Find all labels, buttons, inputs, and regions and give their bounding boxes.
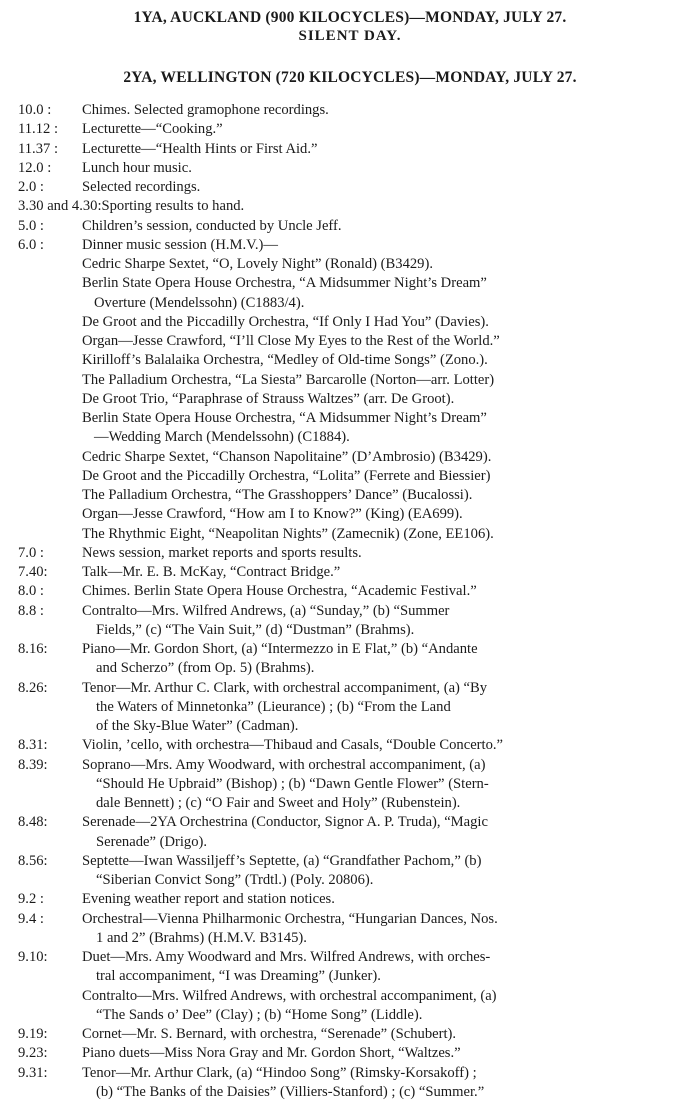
- dinner-item: Berlin State Opera House Orchestra, “A Midsummer Night’s Dream”: [82, 275, 487, 292]
- dinner-item: The Rhythmic Eight, “Neapolitan Nights” (Zamecnik) (Zone, EE106).: [82, 525, 494, 542]
- entry-time: 9.2 :: [18, 891, 44, 908]
- entry-time: 8.48:: [18, 814, 48, 831]
- entry-time: 9.23:: [18, 1045, 48, 1062]
- contralto-item: [18, 987, 694, 1026]
- daytime-entries: [18, 101, 694, 255]
- programme-entry: [18, 640, 694, 659]
- entry-time: 12.0 :: [18, 159, 52, 176]
- entry-text-continued: Fields,” (c) “The Vain Suit,” (d) “Dustman” (Brahms).: [96, 621, 415, 638]
- entry-text: Chimes. Selected gramophone recordings.: [82, 102, 329, 118]
- contralto-line: Contralto—Mrs. Wilfred Andrews, with orchestral accompaniment, (a): [82, 987, 497, 1004]
- programme-entry: [18, 217, 694, 236]
- entry-text: Piano—Mr. Gordon Short, (a) “Intermezzo in E Flat,” (b) “Andante: [82, 641, 478, 657]
- dinner-item: De Groot and the Piccadilly Orchestra, “Lolita” (Ferrete and Biessier): [82, 467, 491, 484]
- entry-text: Sporting results to hand.: [101, 198, 245, 215]
- programme-entry: [18, 159, 694, 178]
- programme-entry: [18, 1025, 694, 1044]
- entry-text: Lunch hour music.: [82, 159, 192, 176]
- entry-text: Children’s session, conducted by Uncle Jeff.: [82, 217, 342, 234]
- entry-text-continued: and Scherzo” (from Op. 5) (Brahms).: [96, 660, 315, 677]
- entry-text: Serenade—2YA Orchestrina (Conductor, Signor A. P. Truda), “Magic: [82, 814, 488, 831]
- programme-entry: [18, 756, 694, 775]
- entry-time: 9.4 :: [18, 910, 44, 927]
- entry-text: Talk—Mr. E. B. McKay, “Contract Bridge.”: [82, 564, 341, 580]
- evening-entries: [18, 544, 694, 987]
- entry-text-continued: dale Bennett) ; (c) “O Fair and Sweet and Holy” (Rubenstein).: [96, 795, 461, 811]
- programme-entry: [18, 890, 694, 909]
- late-entries: [18, 1025, 694, 1102]
- entry-text: Violin, ’cello, with orchestra—Thibaud and Casals, “Double Concerto.”: [82, 737, 504, 754]
- entry-text: Lecturette—“Cooking.”: [82, 121, 223, 138]
- entry-text-continued: of the Sky-Blue Water” (Cadman).: [96, 718, 299, 734]
- programme-entry: [18, 236, 694, 255]
- station-1ya-heading: 1YA, AUCKLAND (900 KILOCYCLES)—MONDAY, JULY 27.: [133, 9, 567, 26]
- dinner-item: Organ—Jesse Crawford, “I’ll Close My Eyes to the Rest of the World.”: [82, 333, 500, 349]
- entry-time: 6.0 :: [18, 236, 44, 253]
- entry-text: Tenor—Mr. Arthur Clark, (a) “Hindoo Song” (Rimsky-Korsakoff) ;: [82, 1064, 477, 1081]
- entry-time: 11.12 :: [18, 121, 58, 138]
- programme-entry: [18, 120, 694, 139]
- programme-entry: [18, 140, 694, 159]
- entry-time: 8.31:: [18, 737, 48, 754]
- entry-text: Selected recordings.: [82, 179, 201, 195]
- dinner-music-list: [18, 255, 694, 544]
- dinner-item: Cedric Sharpe Sextet, “O, Lovely Night” (Ronald) (B3429).: [82, 256, 433, 272]
- programme-entry: [18, 582, 694, 601]
- entry-text: News session, market reports and sports results.: [82, 544, 362, 561]
- entry-text: Orchestral—Vienna Philharmonic Orchestra, “Hungarian Dances, Nos.: [82, 910, 498, 927]
- entry-text: Septette—Iwan Wassiljeff’s Septette, (a) “Grandfather Pachom,” (b): [82, 852, 482, 869]
- entry-text: Contralto—Mrs. Wilfred Andrews, (a) “Sunday,” (b) “Summer: [82, 602, 450, 619]
- entry-time: 8.39:: [18, 756, 48, 773]
- entry-text: Duet—Mrs. Amy Woodward and Mrs. Wilfred Andrews, with orches-: [82, 949, 491, 965]
- entry-text-continued: the Waters of Minnetonka” (Lieurance) ; (b) “From the Land: [96, 698, 451, 715]
- programme-entry: [18, 1044, 694, 1063]
- programme-entry: [18, 1064, 694, 1083]
- entry-text-continued: (b) “The Banks of the Daisies” (Villiers-Stanford) ; (c) “Summer.”: [96, 1083, 485, 1100]
- entry-text: Tenor—Mr. Arthur C. Clark, with orchestral accompaniment, (a) “By: [82, 679, 488, 696]
- programme-entry: [18, 948, 694, 967]
- silent-day-notice: SILENT DAY.: [298, 28, 402, 44]
- entry-time: 10.0 :: [18, 102, 52, 118]
- dinner-item: De Groot and the Piccadilly Orchestra, “If Only I Had You” (Davies).: [82, 313, 489, 330]
- entry-time: 8.0 :: [18, 583, 44, 600]
- entry-text: Chimes. Berlin State Opera House Orchestra, “Academic Festival.”: [82, 583, 477, 600]
- entry-text: Soprano—Mrs. Amy Woodward, with orchestral accompaniment, (a): [82, 756, 486, 773]
- entry-text: Lecturette—“Health Hints or First Aid.”: [82, 140, 318, 157]
- programme-entry: [18, 101, 694, 120]
- entry-text-continued: tral accompaniment, “I was Dreaming” (Junker).: [96, 968, 381, 985]
- entry-text: Dinner music session (H.M.V.)—: [82, 236, 278, 253]
- dinner-item: Berlin State Opera House Orchestra, “A Midsummer Night’s Dream”: [82, 410, 487, 426]
- programme-entry: [18, 679, 694, 698]
- dinner-item: The Palladium Orchestra, “La Siesta” Barcarolle (Norton—arr. Lotter): [82, 371, 495, 388]
- station-2ya-heading: 2YA, WELLINGTON (720 KILOCYCLES)—MONDAY, JULY 27.: [123, 69, 577, 86]
- dinner-item: The Palladium Orchestra, “The Grasshoppers’ Dance” (Bucalossi).: [82, 487, 473, 503]
- entry-time: 9.10:: [18, 949, 48, 965]
- entry-text-continued: Serenade” (Drigo).: [96, 833, 208, 850]
- programme-entry: [18, 563, 694, 582]
- entry-time: 7.40:: [18, 564, 48, 580]
- entry-time: 8.56:: [18, 852, 48, 869]
- dinner-item: De Groot Trio, “Paraphrase of Strauss Waltzes” (arr. De Groot).: [82, 390, 455, 407]
- dinner-item: Cedric Sharpe Sextet, “Chanson Napolitaine” (D’Ambrosio) (B3429).: [82, 448, 492, 465]
- entry-text: Cornet—Mr. S. Bernard, with orchestra, “Serenade” (Schubert).: [82, 1026, 457, 1042]
- programme-entry: [18, 736, 694, 755]
- entry-time: 8.26:: [18, 679, 48, 696]
- entry-time: 3.30 and 4.30:: [18, 198, 102, 215]
- contralto-line-continued: “The Sands o’ Dee” (Clay) ; (b) “Home Song” (Liddle).: [96, 1006, 423, 1023]
- entry-time: 7.0 :: [18, 544, 44, 561]
- programme-entry: [18, 910, 694, 929]
- entry-time: 8.8 :: [18, 602, 44, 619]
- dinner-item-continued: Overture (Mendelssohn) (C1883/4).: [94, 294, 305, 311]
- entry-text-continued: “Should He Upbraid” (Bishop) ; (b) “Dawn Gentle Flower” (Stern-: [96, 775, 489, 792]
- dinner-item: Organ—Jesse Crawford, “How am I to Know?” (King) (EA699).: [82, 506, 463, 523]
- entry-time: 9.31:: [18, 1064, 48, 1081]
- programme-entry: [18, 852, 694, 871]
- dinner-item: Kirilloff’s Balalaika Orchestra, “Medley of Old-time Songs” (Zono.).: [82, 352, 488, 369]
- entry-text-continued: 1 and 2” (Brahms) (H.M.V. B3145).: [96, 929, 307, 946]
- programme-entry: [18, 813, 694, 832]
- programme-entry: [18, 544, 694, 563]
- entry-time: 9.19:: [18, 1026, 48, 1042]
- entry-text: Piano duets—Miss Nora Gray and Mr. Gordon Short, “Waltzes.”: [82, 1045, 461, 1062]
- programme-entry: [18, 178, 694, 197]
- programme-entry: [18, 602, 694, 621]
- programme-entry: [18, 197, 694, 216]
- newspaper-page: [0, 8, 700, 1100]
- entry-time: 2.0 :: [18, 179, 44, 195]
- entry-time: 8.16:: [18, 641, 48, 657]
- entry-time: 11.37 :: [18, 140, 58, 157]
- programme-listing: [0, 101, 700, 1102]
- dinner-item-continued: —Wedding March (Mendelssohn) (C1884).: [94, 429, 350, 446]
- entry-text: Evening weather report and station notices.: [82, 891, 335, 908]
- entry-time: 5.0 :: [18, 217, 44, 234]
- entry-text-continued: “Siberian Convict Song” (Trdtl.) (Poly. 20806).: [96, 872, 374, 888]
